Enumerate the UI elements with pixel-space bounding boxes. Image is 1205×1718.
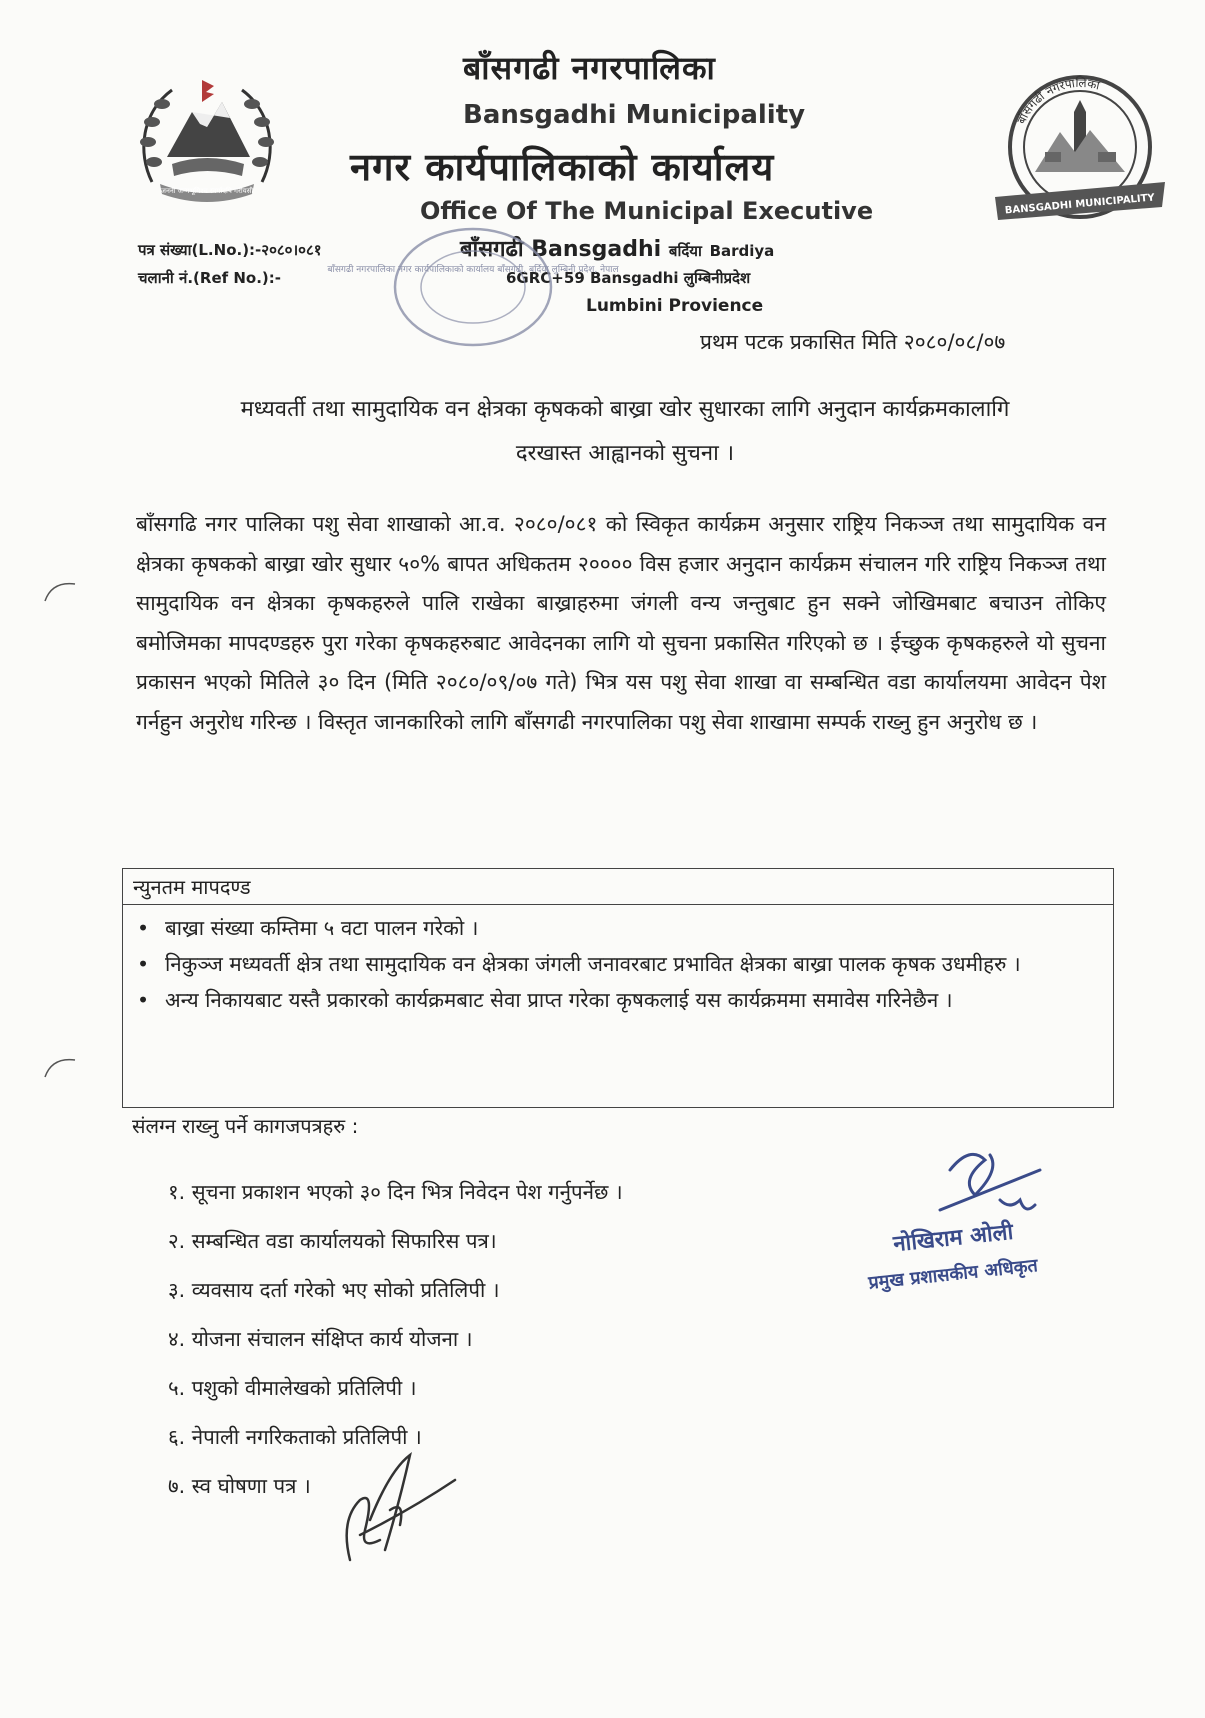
documents-heading: संलग्न राख्नु पर्ने कागजपत्रहरु : <box>132 1114 359 1138</box>
bottom-signature <box>330 1440 470 1570</box>
notice-title <box>140 388 1110 476</box>
notice-title-line-2: दरखास्त आह्वानको सुचना । <box>515 441 735 466</box>
emblem-caption: जननी जन्मभूमिश्च स्वर्गादपि गरीयसी <box>160 187 254 195</box>
municipality-seal-logo <box>990 62 1170 242</box>
letter-number-label: पत्र संख्या(L.No.):- <box>138 241 262 259</box>
document-item: ७. स्व घोषणा पत्र । <box>168 1474 311 1498</box>
document-item: १. सूचना प्रकाशन भएको ३० दिन भित्र निवेदन पेश गर्नुपर्नेछ । <box>168 1180 623 1204</box>
seal-band-text: BANSGADHI MUNICIPALITY <box>1004 192 1156 217</box>
signatory-role: प्रमुख प्रशासकीय अधिकृत <box>867 1255 1039 1294</box>
notice-body: बाँसगढि नगर पालिका पशु सेवा शाखाको आ.व. २०८०/०८१ को स्विकृत कार्यक्रम अनुसार राष्ट्रिय निकञ्ज तथा सामुदायिक वन क्षेत्रका कृषकको बाख्रा खोर सुधार ५०% बापत अधिकतम २०००० विस हजार अनुदान कार्यक्रम संचालन गरि राष्ट्रिय निकञ्ज तथा सामुदायिक वन क्षेत्रका कृषकहरुले पालि राखेका बाख्राहरुमा जंगली वन्य जन्तुबाट हुन सक्ने जोखिमबाट बचाउन तोकिए बमोजिमका मापदण्डहरु पुरा गरेका कृषकहरुबाट आवेदनका लागि यो सुचना प्रकासित गरिएको छ । ईच्छुक कृषकहरुले यो सुचना प्रकासन भएको मितिले ३० दिन (मिति २०८०/०९/०७ गते) भित्र यस पशु सेवा शाखा वा सम्बन्धित वडा कार्यालयमा आवेदन पेश गर्नहुन अनुरोध गरिन्छ । विस्तृत जानकारिको लागि बाँसगढी नगरपालिका पशु सेवा शाखामा सम्पर्क राख्नु हुन अनुरोध छ । <box>136 512 1106 734</box>
stamp-text: बाँसगढी नगरपालिका नगर कार्यपालिकाको कार्यालय बाँसगढी, बर्दिया लुम्बिनी प्रदेश, नेपाल <box>327 265 619 275</box>
document-item: ५. पशुको वीमालेखको प्रतिलिपी । <box>168 1376 417 1400</box>
nepal-emblem-logo <box>132 72 282 212</box>
document-item: ६. नेपाली नगरिकताको प्रतिलिपी । <box>168 1425 422 1449</box>
document-item: २. सम्बन्धित वडा कार्यालयको सिफारिस पत्र। <box>168 1229 497 1253</box>
address-district-english: Bardiya <box>709 242 775 260</box>
published-date: प्रथम पटक प्रकासित मिति २०८०/०८/०७ <box>700 330 1006 354</box>
address-city-nepali: बाँसगढी <box>460 237 524 262</box>
letter-number <box>138 240 322 260</box>
document-item: ४. योजना संचालन संक्षिप्त कार्य योजना । <box>168 1327 473 1351</box>
bullet-icon: • <box>137 916 150 940</box>
signatory-name: नोखिराम ओली <box>892 1219 1015 1258</box>
scan-edge-mark <box>40 576 80 606</box>
criteria-item: • निकुञ्ज मध्यवर्ती क्षेत्र तथा सामुदायिक वन क्षेत्रका जंगली जनावरबाट प्रभावित क्षेत्रका बाख्रा पालक कृषक उधमीहरु । <box>133 947 1105 981</box>
address-district-nepali: बर्दिया <box>668 242 702 260</box>
letter-number-value: २०८०।०८१ <box>261 241 322 259</box>
document-item: ३. व्यवसाय दर्ता गरेको भए सोको प्रतिलिपी । <box>168 1278 500 1302</box>
notice-title-line-1: मध्यवर्ती तथा सामुदायिक वन क्षेत्रका कृषकको बाख्रा खोर सुधारका लागि अनुदान कार्यक्रमकालागि <box>240 397 1010 422</box>
municipality-name-english: Bansgadhi Municipality <box>463 100 806 130</box>
address-city-english: Bansgadhi <box>531 237 662 262</box>
municipality-name-nepali: बाँसगढी नगरपालिका <box>463 49 716 87</box>
criteria-item: • अन्य निकायबाट यस्तै प्रकारको कार्यक्रमबाट सेवा प्राप्त गरेका कृषकलाई यस कार्यक्रममा समावेस गरिनेछैन । <box>133 983 1105 1017</box>
office-name-nepali: नगर कार्यपालिकाको कार्यालय <box>350 145 775 189</box>
bullet-icon: • <box>137 952 150 976</box>
office-name-english: Office Of The Municipal Executive <box>420 197 874 225</box>
reference-number-label: चलानी नं.(Ref No.):- <box>138 269 281 287</box>
criteria-item: • बाख्रा संख्या कम्तिमा ५ वटा पालन गरेको । <box>133 911 1105 945</box>
scan-edge-mark <box>40 1052 80 1082</box>
seal-top-text: बाँसगढी नगरपालिका <box>1014 75 1101 127</box>
criteria-list <box>133 911 1105 1019</box>
address-line-3: Lumbini Provience <box>586 296 764 316</box>
bullet-icon: • <box>137 988 150 1012</box>
address-line-2: 6GRC+59 Bansgadhi लुम्बिनीप्रदेश <box>506 269 751 287</box>
criteria-box <box>122 868 1114 1108</box>
criteria-heading: न्युनतम मापदण्ड <box>123 869 1113 905</box>
